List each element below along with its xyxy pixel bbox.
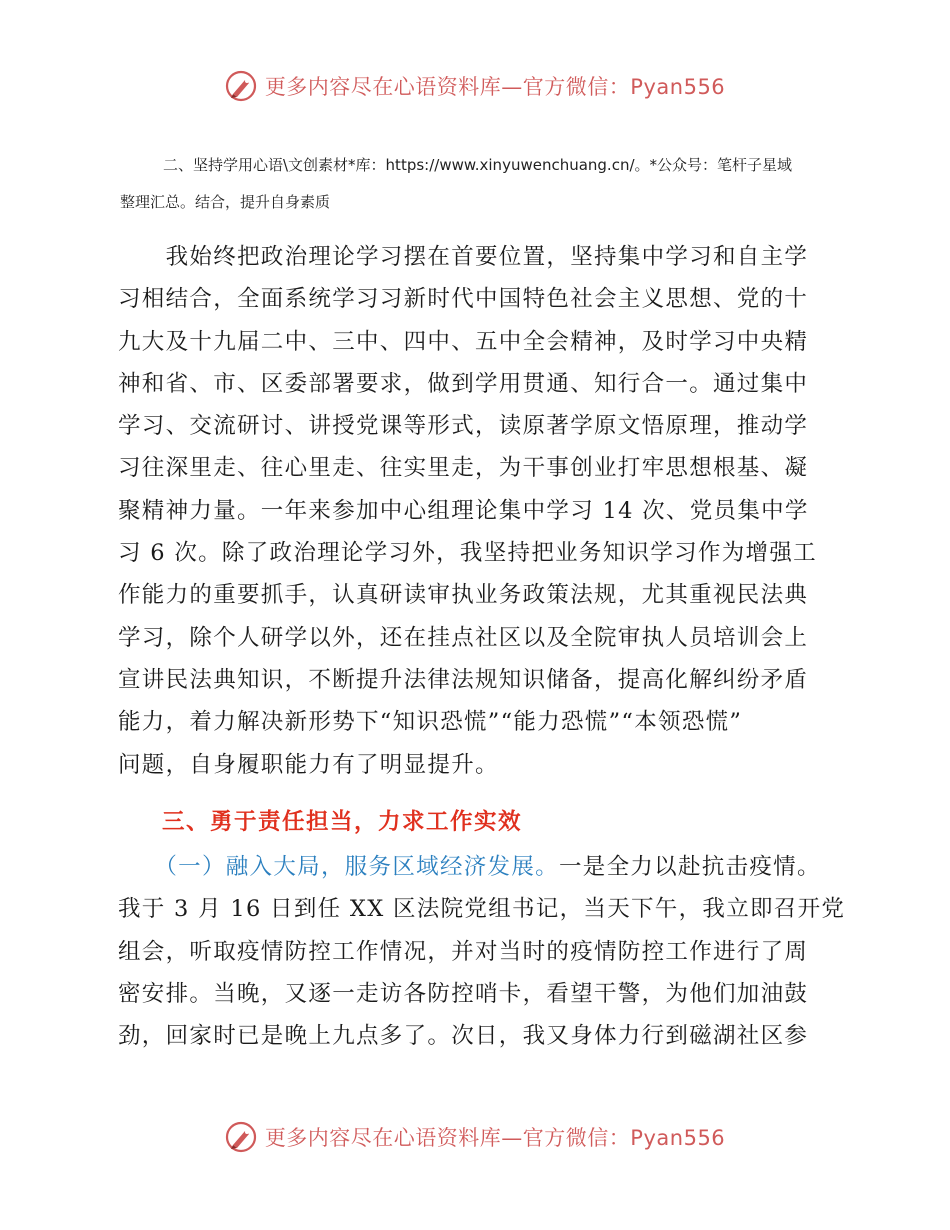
- paragraph-line: 习往深里走、往心里走、往实里走，为干事创业打牢思想根基、凝: [118, 455, 809, 482]
- paragraph-line: 宣讲民法典知识，不断提升法律法规知识储备，提高化解纠纷矛盾: [118, 666, 809, 693]
- subtitle-line-2: 整理汇总。结合，提升自身素质: [120, 193, 331, 211]
- paragraph-line: 劲，回家时已是晚上九点多了。次日，我又身体力行到磁湖社区参: [118, 1023, 809, 1050]
- paragraph-line: 神和省、市、区委部署要求，做到学用贯通、知行合一。通过集中: [118, 370, 809, 397]
- banner-text: 更多内容尽在心语资料库—官方微信：Pyan556: [264, 1126, 726, 1150]
- section-subtitle: [120, 147, 840, 221]
- section3-heading: 三、勇于责任担当，力求工作实效: [162, 809, 523, 835]
- paragraph-line: 九大及十九届二中、三中、四中、五中全会精神，及时学习中央精: [118, 328, 809, 355]
- paragraph-line: 能力，着力解决新形势下“知识恐慌”“能力恐慌”“本领恐慌”: [118, 709, 743, 736]
- pen-logo-icon: [225, 1121, 257, 1153]
- pen-logo-icon: [225, 70, 257, 102]
- paragraph-line: 学习，除个人研学以外，还在挂点社区以及全院审执人员培训会上: [118, 624, 809, 651]
- paragraph-line: 作能力的重要抓手，认真研读审执业务政策法规，尤其重视民法典: [118, 582, 809, 609]
- paragraph-line: 学习、交流研讨、讲授党课等形式，读原著学原文悟原理，推动学: [118, 413, 809, 440]
- header-banner: [0, 70, 950, 102]
- section3-paragraph: [118, 846, 848, 1057]
- banner-text: 更多内容尽在心语资料库—官方微信：Pyan556: [264, 75, 726, 99]
- paragraph-line: 我于 3 月 16 日到任 XX 区法院党组书记，当天下午，我立即召开党: [118, 896, 846, 923]
- paragraph-first-line: [118, 846, 848, 888]
- paragraph-line: 习 6 次。除了政治理论学习外，我坚持把业务知识学习作为增强工: [118, 540, 817, 567]
- paragraph-line: 密安排。当晚，又逐一走访各防控哨卡，看望干警，为他们加油鼓: [118, 980, 809, 1007]
- section2-paragraph: [118, 236, 842, 786]
- paragraph-line: 习相结合，全面系统学习习新时代中国特色社会主义思想、党的十: [118, 286, 809, 313]
- paragraph-line: 聚精神力量。一年来参加中心组理论集中学习 14 次、党员集中学: [118, 497, 809, 524]
- paragraph-line: 组会，听取疫情防控工作情况，并对当时的疫情防控工作进行了周: [118, 938, 809, 965]
- paragraph-line: 问题，自身履职能力有了明显提升。: [118, 751, 499, 778]
- sub-heading: （一）融入大局，服务区域经济发展。: [165, 854, 559, 880]
- subtitle-line-1: 二、坚持学用心语\文创素材*库：https://www.xinyuwenchuang.cn/。*公众号：笔杆子星域: [163, 156, 793, 174]
- first-line-rest: 一是全力以赴抗击疫情。: [558, 854, 821, 880]
- paragraph-line: 我始终把政治理论学习摆在首要位置，坚持集中学习和自主学: [118, 244, 809, 270]
- footer-banner: [0, 1121, 950, 1153]
